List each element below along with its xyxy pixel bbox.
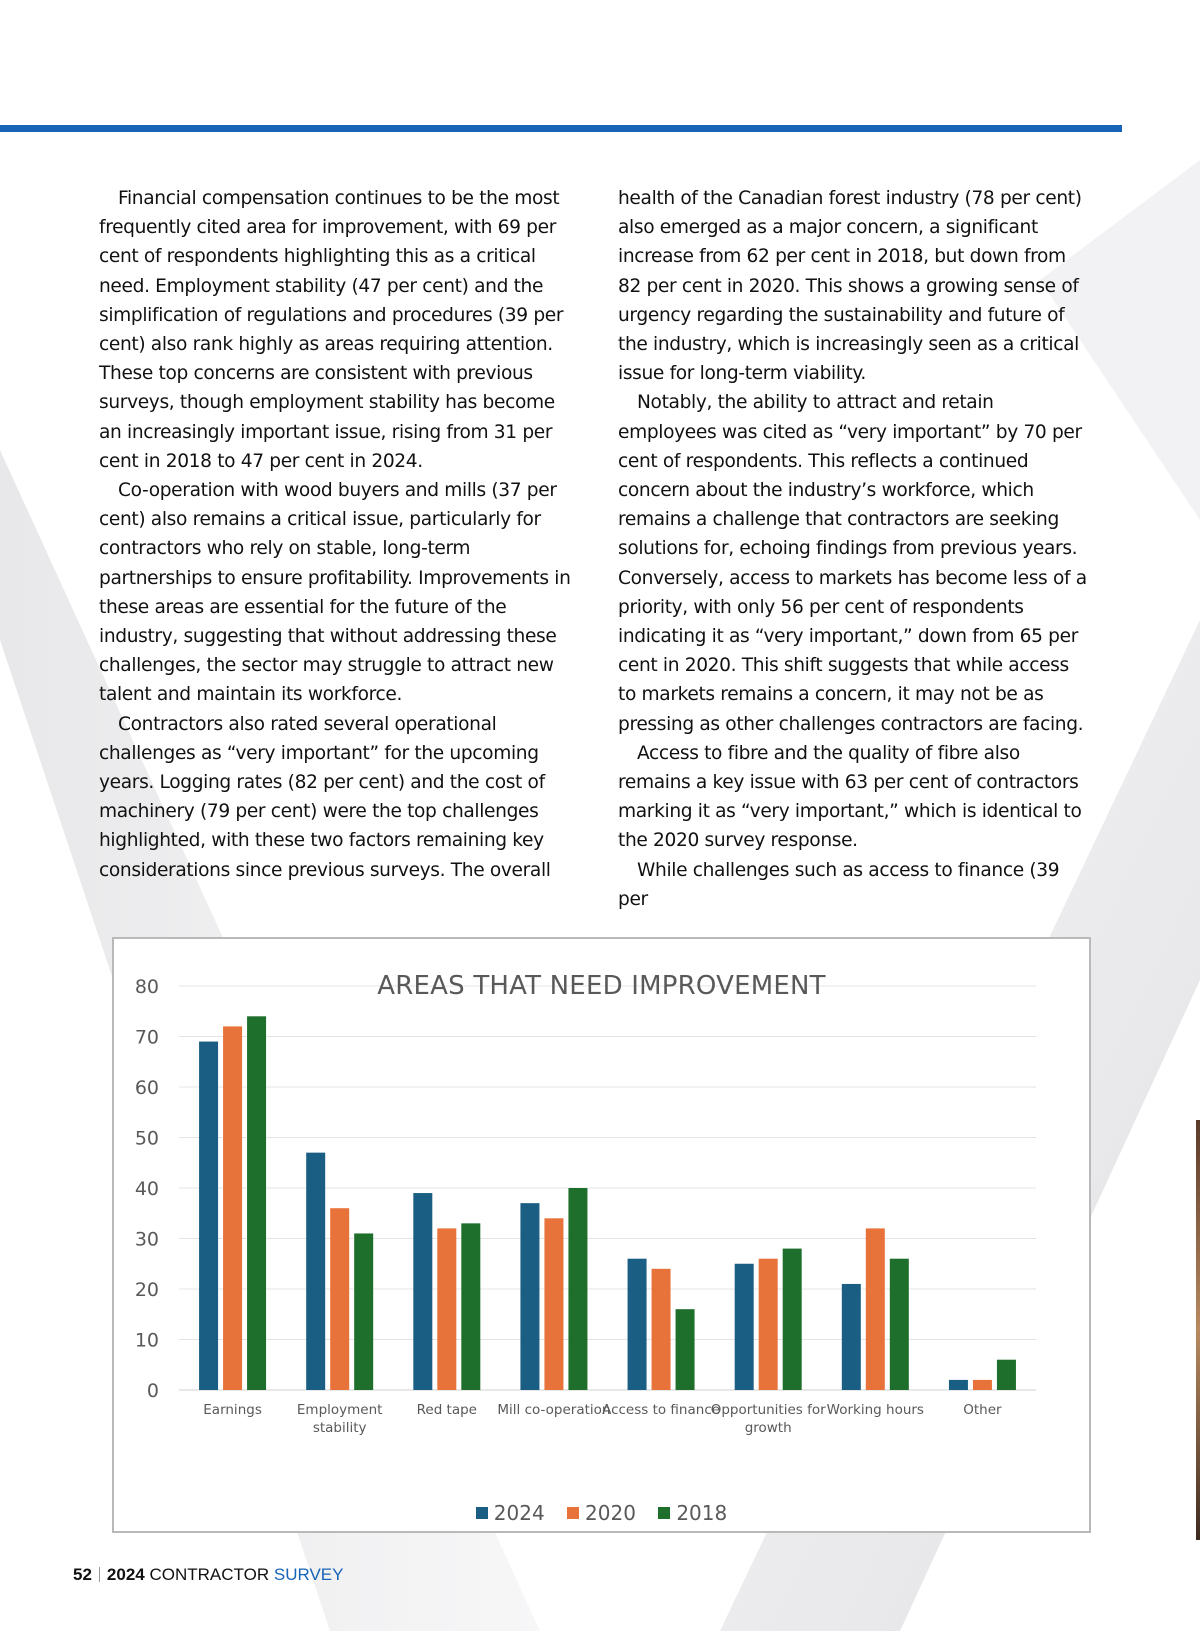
bar-2024-4 xyxy=(628,1259,647,1390)
y-tick-label: 60 xyxy=(134,1077,159,1099)
paragraph: health of the Canadian forest industry (78 per cent) also emerged as a major concern, a significant increase from 62 per cent in 2018, but down from 82 per cent in 2020. This shows a growing sense of urgency regarding the sustainability and future of the industry, which is increasingly seen as a critical issue for long-term viability. xyxy=(618,188,1082,385)
bar-2024-5 xyxy=(735,1264,754,1390)
legend-swatch xyxy=(476,1507,488,1519)
y-tick-label: 10 xyxy=(134,1329,159,1352)
footer-title: CONTRACTOR xyxy=(149,1565,270,1584)
bar-2024-0 xyxy=(199,1042,218,1390)
chart-plot xyxy=(114,939,1089,1531)
bar-2020-2 xyxy=(437,1228,456,1390)
paragraph: Financial compensation continues to be the most frequently cited area for improvement, with 69 per cent of respondents highlighting this as a critical need. Employment stability (47 per cent) and the simplification of regulations and procedures (39 per cent) also rank highly as areas requiring attention. These top concerns are consistent with previous surveys, though employment stability has become an increasingly important issue, rising from 31 per cent in 2018 to 47 per cent in 2024. xyxy=(99,188,564,472)
legend-item-2018 xyxy=(658,1501,727,1525)
bar-2024-1 xyxy=(306,1153,325,1390)
chart-title: AREAS THAT NEED IMPROVEMENT xyxy=(377,971,826,1001)
bar-2024-3 xyxy=(520,1203,539,1390)
x-category-label: Mill co-operation xyxy=(497,1402,611,1418)
bar-2020-0 xyxy=(223,1026,242,1390)
legend-item-2020 xyxy=(567,1501,636,1525)
x-category-label: Opportunities for xyxy=(710,1402,826,1418)
article-column-left xyxy=(99,184,579,885)
legend-label: 2024 xyxy=(493,1501,545,1525)
top-accent-rule xyxy=(0,125,1122,132)
bar-2020-5 xyxy=(759,1259,778,1390)
legend-label: 2020 xyxy=(585,1501,636,1525)
y-tick-label: 20 xyxy=(134,1279,159,1301)
y-tick-label: 80 xyxy=(134,976,159,998)
bar-2018-7 xyxy=(997,1360,1016,1390)
paragraph: Notably, the ability to attract and retain employees was cited as “very important” by 70 per cent of respondents. This reflects a continued concern about the industry’s workforce, which remains a challenge that contractors are seeking solutions for, echoing findings from previous years. Conversely, access to markets has become less of a priority, with only 56 per cent of respondents indicating it as “very important,” down from 65 per cent in 2020. This shift suggests that while access to markets remains a concern, it may not be as pressing as other challenges contractors are facing. xyxy=(618,392,1087,735)
page-footer xyxy=(73,1565,343,1585)
article-column-right xyxy=(618,184,1088,914)
bar-2020-3 xyxy=(544,1218,563,1390)
y-tick-label: 40 xyxy=(134,1178,159,1200)
legend-swatch xyxy=(567,1507,579,1519)
y-tick-label: 30 xyxy=(134,1228,159,1251)
bar-2018-6 xyxy=(890,1259,909,1390)
y-tick-label: 50 xyxy=(134,1127,159,1150)
paragraph: Co-operation with wood buyers and mills (37 per cent) also remains a critical issue, particularly for contractors who rely on stable, long-term partnerships to ensure profitability. Improvements in these areas are essential for the future of the industry, suggesting that without addressing these challenges, the sector may struggle to attract new talent and maintain its workforce. xyxy=(99,480,571,706)
bar-2020-4 xyxy=(652,1269,671,1390)
legend-item-2024 xyxy=(476,1501,545,1525)
x-category-label: stability xyxy=(312,1420,367,1436)
paragraph: Access to fibre and the quality of fibre also remains a key issue with 63 per cent of contractors marking it as “very important,” which is identical to the 2020 survey response. xyxy=(618,742,1082,852)
bar-2024-7 xyxy=(949,1380,968,1390)
footer-year: 2024 xyxy=(106,1565,145,1584)
bar-2018-5 xyxy=(783,1249,802,1390)
adjacent-page-photo-edge xyxy=(1196,1120,1200,1540)
x-category-label: Access to finance xyxy=(602,1402,721,1418)
x-category-label: Working hours xyxy=(826,1402,924,1418)
paragraph: While challenges such as access to finance (39 per xyxy=(618,859,1060,910)
page-number: 52 xyxy=(73,1565,92,1584)
bar-2024-6 xyxy=(842,1284,861,1390)
bar-2018-0 xyxy=(247,1016,266,1390)
bar-chart-areas-improvement xyxy=(112,937,1091,1533)
bar-2020-7 xyxy=(973,1380,992,1390)
y-tick-label: 0 xyxy=(146,1380,159,1402)
bar-2024-2 xyxy=(413,1193,432,1390)
paragraph: Contractors also rated several operational challenges as “very important” for the upcoming years. Logging rates (82 per cent) and the cost of machinery (79 per cent) were the top challenges highlighted, with these two factors remaining key considerations since previous surveys. The overall xyxy=(99,713,551,881)
legend-swatch xyxy=(658,1507,670,1519)
y-tick-label: 70 xyxy=(134,1026,159,1049)
bar-2018-3 xyxy=(568,1188,587,1390)
footer-divider xyxy=(99,1567,100,1582)
legend-label: 2018 xyxy=(676,1501,728,1525)
x-category-label: Employment xyxy=(296,1402,383,1418)
bar-2018-1 xyxy=(354,1233,373,1390)
x-category-label: Other xyxy=(963,1402,1002,1418)
footer-title-accent: SURVEY xyxy=(273,1565,344,1584)
bar-2018-4 xyxy=(676,1309,695,1390)
bar-2020-6 xyxy=(866,1228,885,1390)
bar-2020-1 xyxy=(330,1208,349,1390)
x-category-label: Red tape xyxy=(416,1402,478,1418)
x-category-label: Earnings xyxy=(203,1402,262,1418)
chart-legend xyxy=(114,1501,1089,1525)
bar-2018-2 xyxy=(461,1223,480,1390)
x-category-label: growth xyxy=(744,1420,792,1436)
